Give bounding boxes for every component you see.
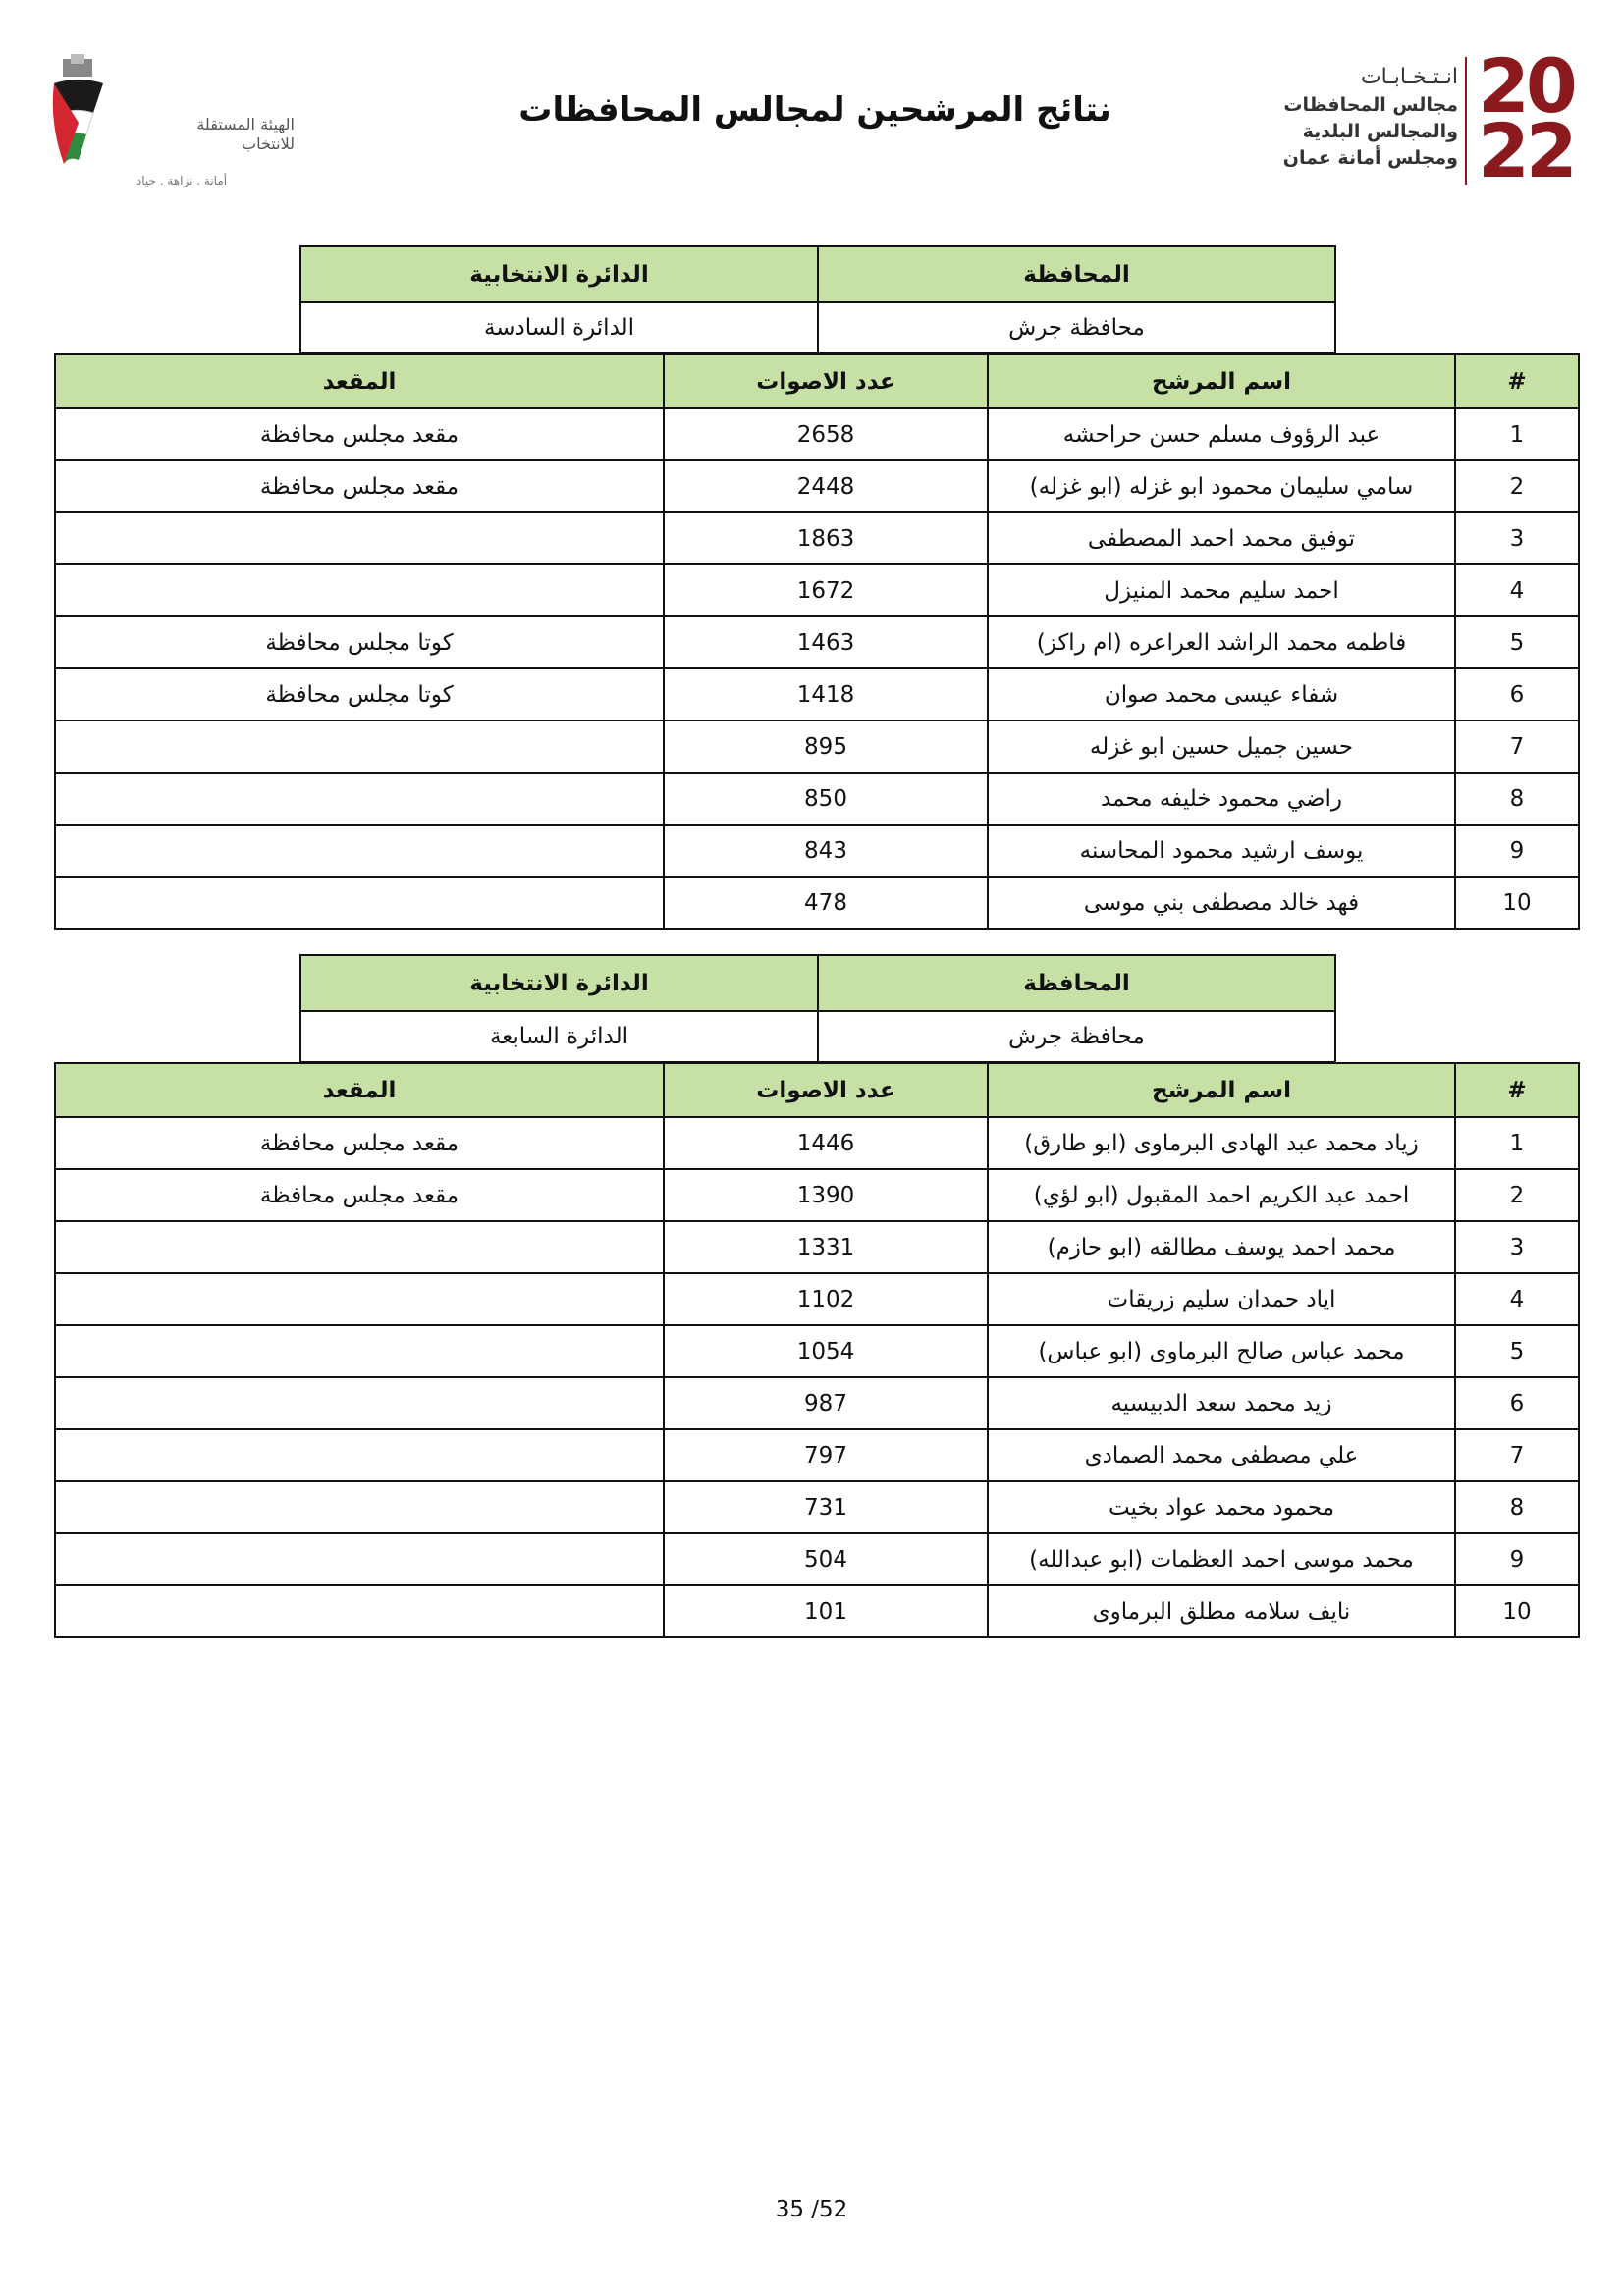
table-row: 1 زياد محمد عبد الهادى البرماوى (ابو طارق) 1446 مقعد مجلس محافظة (55, 1117, 1579, 1169)
election-logo-text: انـتـخـابـات مجالس المحافظات والمجالس البلدية ومجلس أمانة عمان (1282, 65, 1458, 169)
logo-divider (1465, 57, 1467, 185)
table-row: 9 يوسف ارشيد محمود المحاسنه 843 (55, 825, 1579, 877)
table-row: 5 محمد عباس صالح البرماوى (ابو عباس) 1054 (55, 1325, 1579, 1377)
table-row: 4 احمد سليم محمد المنيزل 1672 (55, 564, 1579, 616)
column-seat: المقعد (55, 1063, 664, 1117)
table-row: 5 فاطمه محمد الراشد العراعره (ام راكز) 1463 كوتا مجلس محافظة (55, 616, 1579, 668)
iec-logo (49, 54, 295, 191)
table-row: 8 راضي محمود خليفه محمد 850 (55, 773, 1579, 825)
page-title: نتائج المرشحين لمجالس المحافظات (518, 90, 1111, 130)
district-info-table-2 (299, 954, 1336, 1063)
table-row: 7 حسين جميل حسين ابو غزله 895 (55, 721, 1579, 773)
table-row: 6 زيد محمد سعد الدبيسيه 987 (55, 1377, 1579, 1429)
district-header: الدائرة الانتخابية (300, 955, 818, 1011)
district-value: الدائرة السادسة (300, 302, 818, 353)
column-index: # (1455, 1063, 1579, 1117)
table-row: 2 احمد عبد الكريم احمد المقبول (ابو لؤي) 1390 مقعد مجلس محافظة (55, 1169, 1579, 1221)
results-table-2 (54, 1062, 1580, 1638)
table-row: 3 توفيق محمد احمد المصطفى 1863 (55, 512, 1579, 564)
table-row: 2 سامي سليمان محمود ابو غزله (ابو غزله) 2448 مقعد مجلس محافظة (55, 460, 1579, 512)
table-row: 9 محمد موسى احمد العظمات (ابو عبدالله) 504 (55, 1533, 1579, 1585)
district-info-table-1 (299, 245, 1336, 354)
column-votes: عدد الاصوات (664, 354, 988, 408)
table-row: 4 اياد حمدان سليم زريقات 1102 (55, 1273, 1579, 1325)
table-row: 1 عبد الرؤوف مسلم حسن حراحشه 2658 مقعد مجلس محافظة (55, 408, 1579, 460)
column-name: اسم المرشح (988, 354, 1455, 408)
year-logo: 20 22 (1478, 42, 1574, 194)
table-row: 10 فهد خالد مصطفى بني موسى 478 (55, 877, 1579, 929)
table-row: 8 محمود محمد عواد بخيت 731 (55, 1481, 1579, 1533)
column-name: اسم المرشح (988, 1063, 1455, 1117)
results-table-1 (54, 353, 1580, 930)
district-value: الدائرة السابعة (300, 1011, 818, 1062)
governorate-value: محافظة جرش (818, 1011, 1335, 1062)
column-index: # (1455, 354, 1579, 408)
table-row: 6 شفاء عيسى محمد صوان 1418 كوتا مجلس محافظة (55, 668, 1579, 721)
page-number: 35 /52 (775, 2197, 848, 2222)
table-row: 7 علي مصطفى محمد الصمادى 797 (55, 1429, 1579, 1481)
iec-name: الهيئة المستقلة للانتخاب (196, 115, 295, 153)
table-row: 3 محمد احمد يوسف مطالقه (ابو حازم) 1331 (55, 1221, 1579, 1273)
column-votes: عدد الاصوات (664, 1063, 988, 1117)
district-header: الدائرة الانتخابية (300, 246, 818, 302)
governorate-value: محافظة جرش (818, 302, 1335, 353)
column-seat: المقعد (55, 354, 664, 408)
page-header (0, 0, 1623, 216)
table-row: 10 نايف سلامه مطلق البرماوى 101 (55, 1585, 1579, 1637)
iec-tagline: أمانة . نزاهة . حياد (135, 174, 228, 187)
governorate-header: المحافظة (818, 955, 1335, 1011)
governorate-header: المحافظة (818, 246, 1335, 302)
